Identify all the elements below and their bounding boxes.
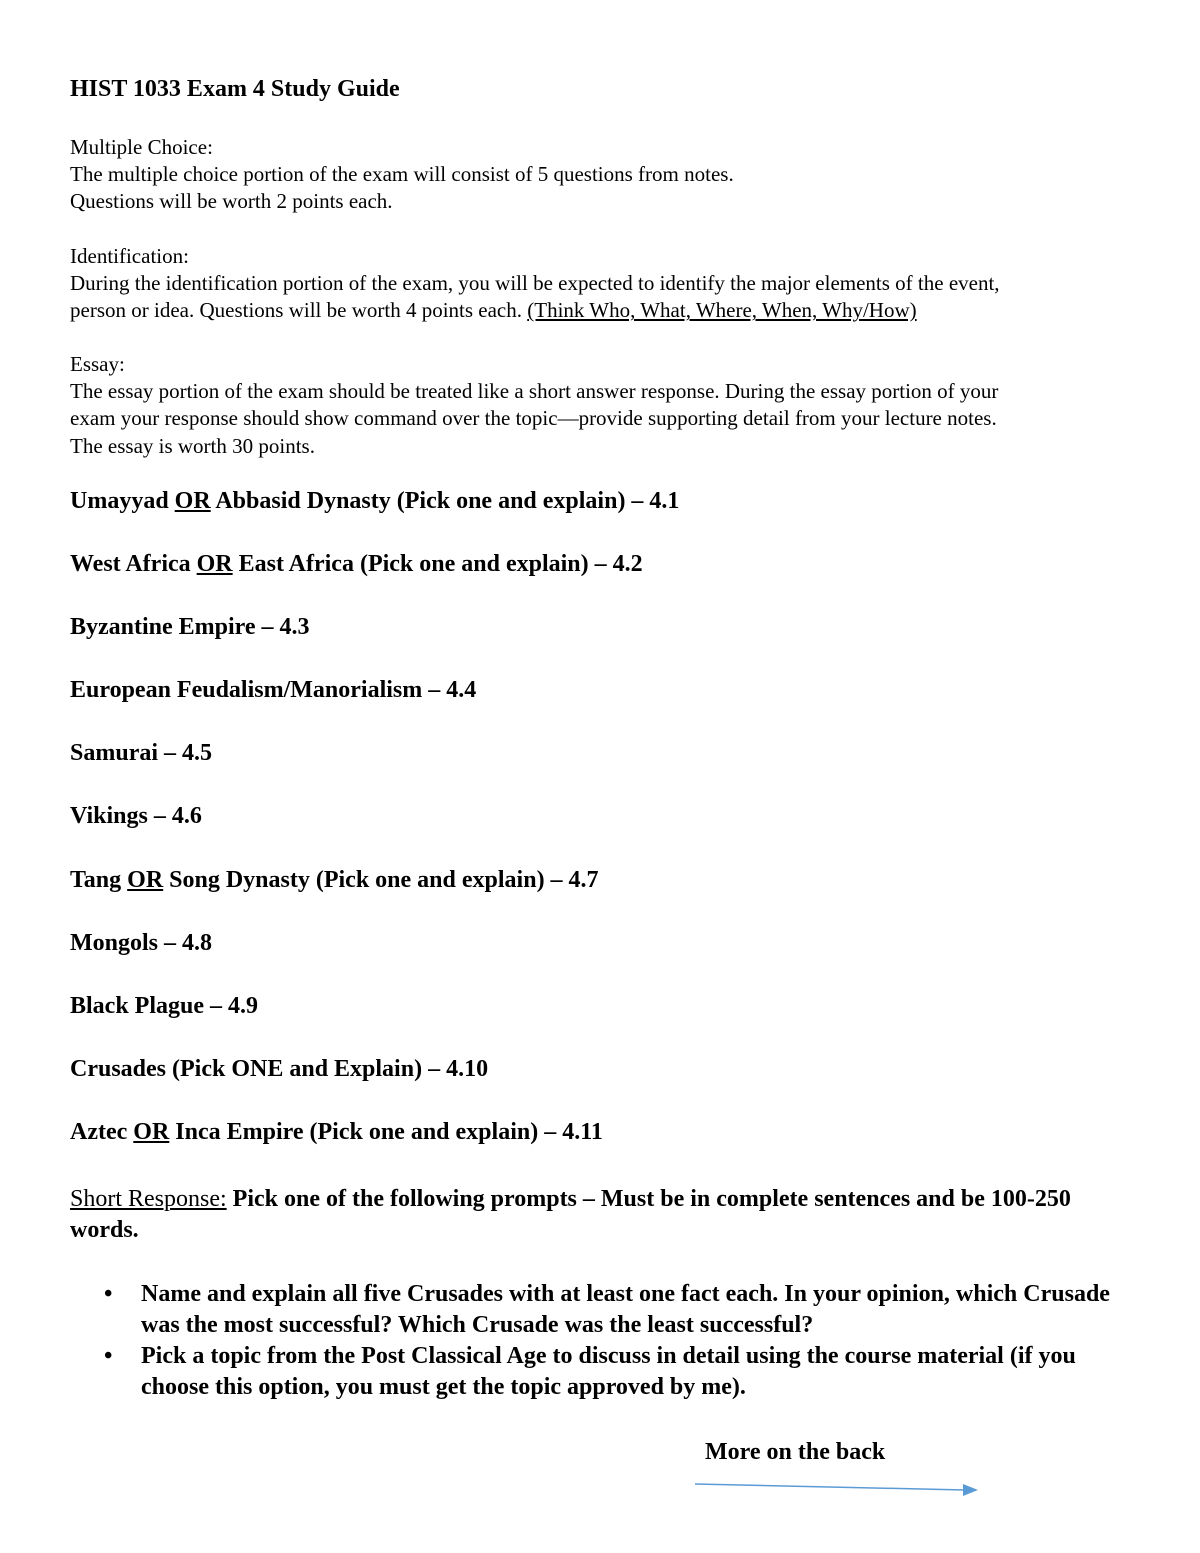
topic-or: OR: [174, 488, 211, 514]
topic-byzantine: Byzantine Empire – 4.3: [70, 614, 310, 640]
topic-text: Abbasid Dynasty (Pick one and explain) – 4.1: [210, 488, 680, 514]
topic-africa: [70, 549, 643, 579]
topic-umayyad-abbasid: [70, 486, 679, 516]
topic-text: West Africa: [70, 551, 197, 577]
short-response-prompts: [70, 1279, 1135, 1403]
topic-vikings: Vikings – 4.6: [70, 803, 202, 829]
short-response-text: Pick one of the following prompts – Must be in complete sentences and be 100-250 words.: [70, 1186, 1071, 1243]
topic-text: Aztec: [70, 1119, 134, 1145]
identification-line: During the identification portion of the exam, you will be expected to identify the major elements of the event,: [70, 271, 1000, 296]
prompt-item: [70, 1341, 1135, 1403]
topic-text: Inca Empire (Pick one and explain) – 4.11: [169, 1119, 603, 1145]
topic-or: OR: [127, 867, 164, 893]
essay-section: [70, 351, 1135, 460]
identification-section: [70, 243, 1135, 325]
essay-heading: Essay:: [70, 352, 125, 376]
multiple-choice-line: Questions will be worth 2 points each.: [70, 189, 393, 214]
essay-line: The essay is worth 30 points.: [70, 433, 315, 458]
essay-line: The essay portion of the exam should be treated like a short answer response. During the essay portion of your: [70, 379, 999, 404]
short-response-label: Short Response:: [70, 1186, 227, 1212]
topic-text: East Africa (Pick one and explain) – 4.2: [232, 551, 643, 577]
multiple-choice-section: [70, 134, 1135, 216]
topic-feudalism: European Feudalism/Manorialism – 4.4: [70, 677, 477, 703]
topic-text: Tang: [70, 867, 128, 893]
topic-crusades: Crusades (Pick ONE and Explain) – 4.10: [70, 1056, 489, 1082]
topic-samurai: Samurai – 4.5: [70, 740, 213, 766]
topic-or: OR: [133, 1119, 170, 1145]
topic-black-plague: Black Plague – 4.9: [70, 993, 259, 1019]
identification-line-text: person or idea. Questions will be worth 4 points each.: [70, 298, 528, 323]
topic-aztec-inca: [70, 1117, 603, 1147]
more-on-back-text: More on the back: [705, 1439, 886, 1465]
prompt-text: Pick a topic from the Post Classical Age to discuss in detail using the course material (if you choose this option, you must get the topic approved by me).: [141, 1343, 1076, 1400]
identification-hint: (Think Who, What, Where, When, Why/How): [527, 298, 917, 323]
topic-tang-song: [70, 865, 599, 895]
multiple-choice-line: The multiple choice portion of the exam will consist of 5 questions from notes.: [70, 162, 734, 187]
multiple-choice-heading: Multiple Choice:: [70, 135, 213, 159]
bullet-icon: •: [104, 1281, 113, 1307]
prompt-item: [70, 1279, 1135, 1341]
bullet-icon: •: [104, 1343, 113, 1369]
topic-text: Umayyad: [70, 488, 175, 514]
topic-text: Song Dynasty (Pick one and explain) – 4.7: [163, 867, 599, 893]
identification-heading: Identification:: [70, 244, 189, 268]
essay-line: exam your response should show command over the topic—provide supporting detail from your lecture notes.: [70, 406, 997, 431]
prompt-text: Name and explain all five Crusades with at least one fact each. In your opinion, which Crusade was the most successful? Which Crusade was the least successful?: [141, 1281, 1110, 1338]
page-title: HIST 1033 Exam 4 Study Guide: [70, 76, 400, 102]
right-arrow-icon: [693, 1477, 983, 1497]
topic-or: OR: [196, 551, 233, 577]
topic-mongols: Mongols – 4.8: [70, 930, 213, 956]
short-response-instructions: [70, 1184, 1135, 1246]
identification-line: [70, 297, 1135, 324]
